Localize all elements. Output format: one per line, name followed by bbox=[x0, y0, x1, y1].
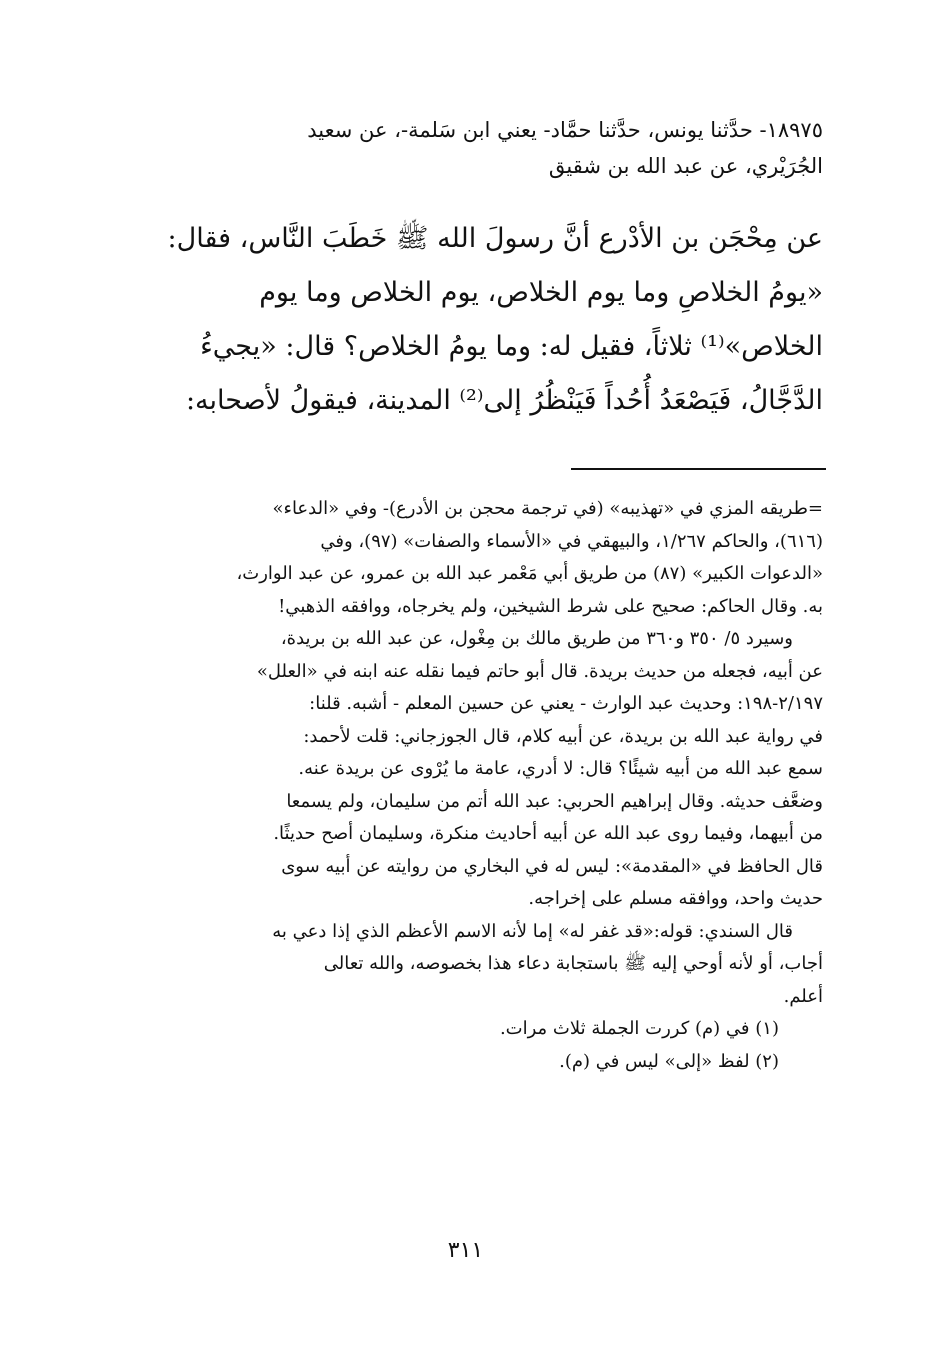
note-line: من أبيهما، وفيما روى عبد الله عن أبيه أحاديث منكرة، وسليمان أصح حديثًا. bbox=[273, 823, 823, 844]
isnad-line: الجُرَيْري، عن عبد الله بن شقيق bbox=[548, 154, 823, 178]
note-line: أجاب، أو لأنه أوحي إليه ﷺ باستجابة دعاء هذا بخصوصه، والله تعالى bbox=[323, 953, 823, 974]
note-line: حديث واحد، ووافقه مسلم على إخراجه. bbox=[528, 888, 823, 909]
notes-section bbox=[118, 493, 823, 1078]
note-line: ٢/١٩٧-١٩٨: وحديث عبد الوارث - يعني عن حسين المعلم - أشبه. قلنا: bbox=[309, 693, 823, 714]
note-line: (٦١٦)، والحاكم ١/٢٦٧، والبيهقي في «الأسماء والصفات» (٩٧)، وفي bbox=[320, 530, 823, 552]
note-line: وضعَّف حديثه. وقال إبراهيم الحربي: عبد الله أتم من سليمان، ولم يسمعا bbox=[286, 790, 823, 812]
footnote-divider bbox=[571, 468, 826, 470]
note-line: سمع عبد الله من أبيه شيئًا؟ قال: لا أدري، عامة ما يُرْوى عن بريدة عنه. bbox=[298, 758, 823, 779]
matn-line: «يومُ الخلاصِ وما يوم الخلاص، يوم الخلاص وما يوم bbox=[259, 277, 823, 308]
note-line: وسيرد ٥/ ٣٥٠ و٣٦٠ من طريق مالك بن مِغْول، عن عبد الله بن بريدة، bbox=[280, 628, 793, 649]
note-line: =طريقه المزي في «تهذيبه» (في ترجمة محجن بن الأدرع)- وفي «الدعاء» bbox=[272, 498, 823, 519]
note-line: في رواية عبد الله بن بريدة، عن أبيه كلام، قال الجوزجاني: قلت لأحمد: bbox=[303, 725, 823, 747]
note-line: عن أبيه، فجعله من حديث بريدة. قال أبو حاتم فيما نقله عنه ابنه في «العلل» bbox=[256, 660, 823, 682]
note-line: به. وقال الحاكم: صحيح على شرط الشيخين، ولم يخرجاه، ووافقه الذهبي! bbox=[278, 595, 823, 617]
matn-line: عن مِحْجَن بن الأدْرع أنَّ رسولَ الله ﷺ خَطَبَ النَّاس، فقال: bbox=[167, 223, 823, 254]
hadith-isnad bbox=[110, 112, 823, 184]
hadith-matn bbox=[110, 212, 823, 428]
page-number: ٣١١ bbox=[447, 1238, 484, 1263]
note-line: «الدعوات الكبير» (٨٧) من طريق أبي مَعْمر عبد الله بن عمرو، عن عبد الوارث، bbox=[236, 563, 823, 584]
footnote-2: (٢) لفظ «إلى» ليس في (م). bbox=[559, 1050, 779, 1072]
note-line: قال الحافظ في «المقدمة»: ليس له في البخاري من روايته عن أبيه سوى bbox=[281, 855, 823, 877]
isnad-line: ١٨٩٧٥- حدَّثنا يونس، حدَّثنا حمَّاد- يعني ابن سَلمة-، عن سعيد bbox=[307, 118, 823, 142]
note-line: قال السندي: قوله:«قد غفر له» إما لأنه الاسم الأعظم الذي إذا دعي به bbox=[272, 920, 793, 942]
footnote-1: (١) في (م) كررت الجملة ثلاث مرات. bbox=[499, 1018, 779, 1039]
matn-line: الدَّجَّالُ، فَيَصْعَدُ أُحُداً فَيَنْظُرُ إلى⁽²⁾ المدينة، فيقولُ لأصحابه: bbox=[185, 385, 823, 416]
note-line: أعلم. bbox=[783, 985, 823, 1007]
matn-line: الخلاص»⁽¹⁾ ثلاثاً، فقيل له: وما يومُ الخلاص؟ قال: «يجيءُ bbox=[200, 331, 823, 362]
